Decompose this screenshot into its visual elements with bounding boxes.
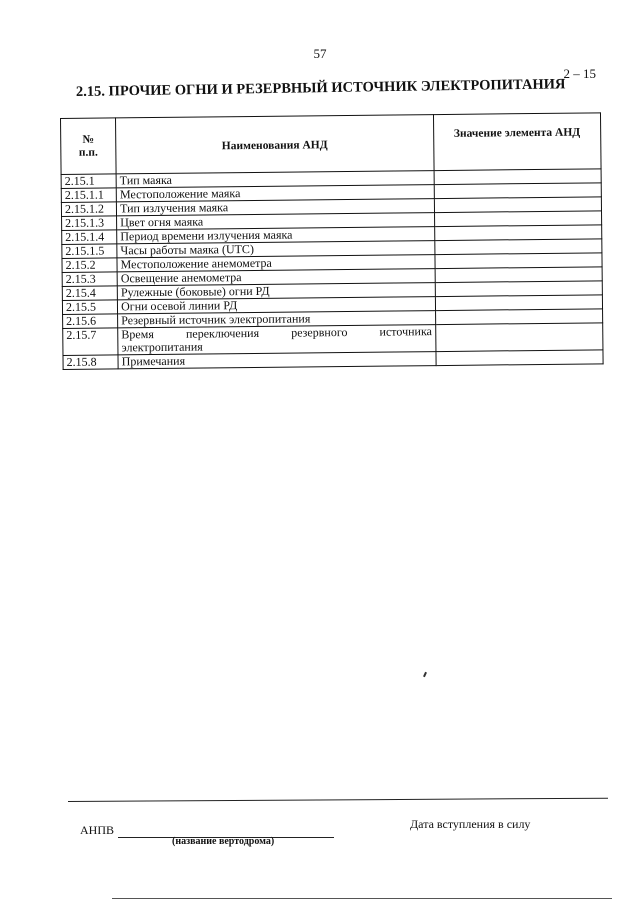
row-num: 2.15.1.2 [61, 202, 116, 217]
and-table [60, 112, 604, 370]
row-value [435, 323, 603, 352]
row-num: 2.15.1 [61, 174, 116, 189]
row-name: Местоположение маяка [116, 185, 434, 202]
scan-bottom-edge [112, 898, 612, 899]
row-name-line2: электропитания [121, 339, 203, 355]
row-num: 2.15.5 [62, 300, 117, 315]
row-num: 2.15.1.1 [61, 188, 116, 203]
row-num: 2.15.4 [62, 286, 117, 301]
row-name: Освещение анемометра [117, 269, 435, 286]
header-value: Значение элемента АНД [433, 113, 601, 171]
page-number: 57 [313, 46, 327, 61]
header-num-symbol: № [82, 133, 95, 146]
row-name: Рулежные (боковые) огни РД [117, 283, 435, 300]
header-num-abbr: п.п. [78, 146, 98, 159]
row-name-word: Время [121, 327, 154, 342]
row-num: 2.15.7 [63, 328, 118, 356]
row-value [436, 350, 603, 366]
row-num: 2.15.2 [62, 258, 117, 273]
document-title: 2.15. ПРОЧИЕ ОГНИ И РЕЗЕРВНЫЙ ИСТОЧНИК ЭЛЕКТРОПИТАНИЯ [75, 76, 566, 100]
row-name [118, 325, 436, 355]
row-num: 2.15.3 [62, 272, 117, 287]
row-name: Часы работы маяка (UTC) [117, 241, 435, 258]
row-name: Местоположение анемометра [117, 255, 435, 272]
row-name: Период времени излучения маяка [117, 227, 435, 244]
footer-label: АНПВ [80, 823, 115, 837]
header-name: Наименования АНД [116, 115, 434, 174]
row-num: 2.15.1.3 [62, 216, 117, 231]
section-code: 2 – 15 [563, 66, 596, 81]
row-num: 2.15.1.5 [62, 244, 117, 259]
and-table-container [60, 112, 604, 370]
row-num: 2.15.8 [63, 355, 118, 370]
effective-date-label: Дата вступления в силу [410, 817, 531, 831]
row-name: Тип излучения маяка [116, 199, 434, 216]
row-name: Примечания [118, 352, 436, 369]
row-name-word: резервного [291, 325, 348, 340]
row-name: Резервный источник электропитания [118, 311, 436, 328]
footer-divider [68, 798, 608, 802]
row-name: Огни осевой линии РД [118, 297, 436, 314]
table-header-row [61, 113, 602, 175]
row-num: 2.15.1.4 [62, 230, 117, 245]
footer-caption: (название вертодрома) [172, 836, 275, 847]
row-name: Цвет огня маяка [117, 213, 435, 230]
row-name-word: переключения [185, 325, 260, 341]
header-num [61, 118, 117, 175]
row-name-word: источника [379, 324, 432, 339]
row-num: 2.15.6 [63, 314, 118, 329]
row-name: Тип маяка [116, 171, 434, 188]
scan-speck [423, 672, 427, 677]
